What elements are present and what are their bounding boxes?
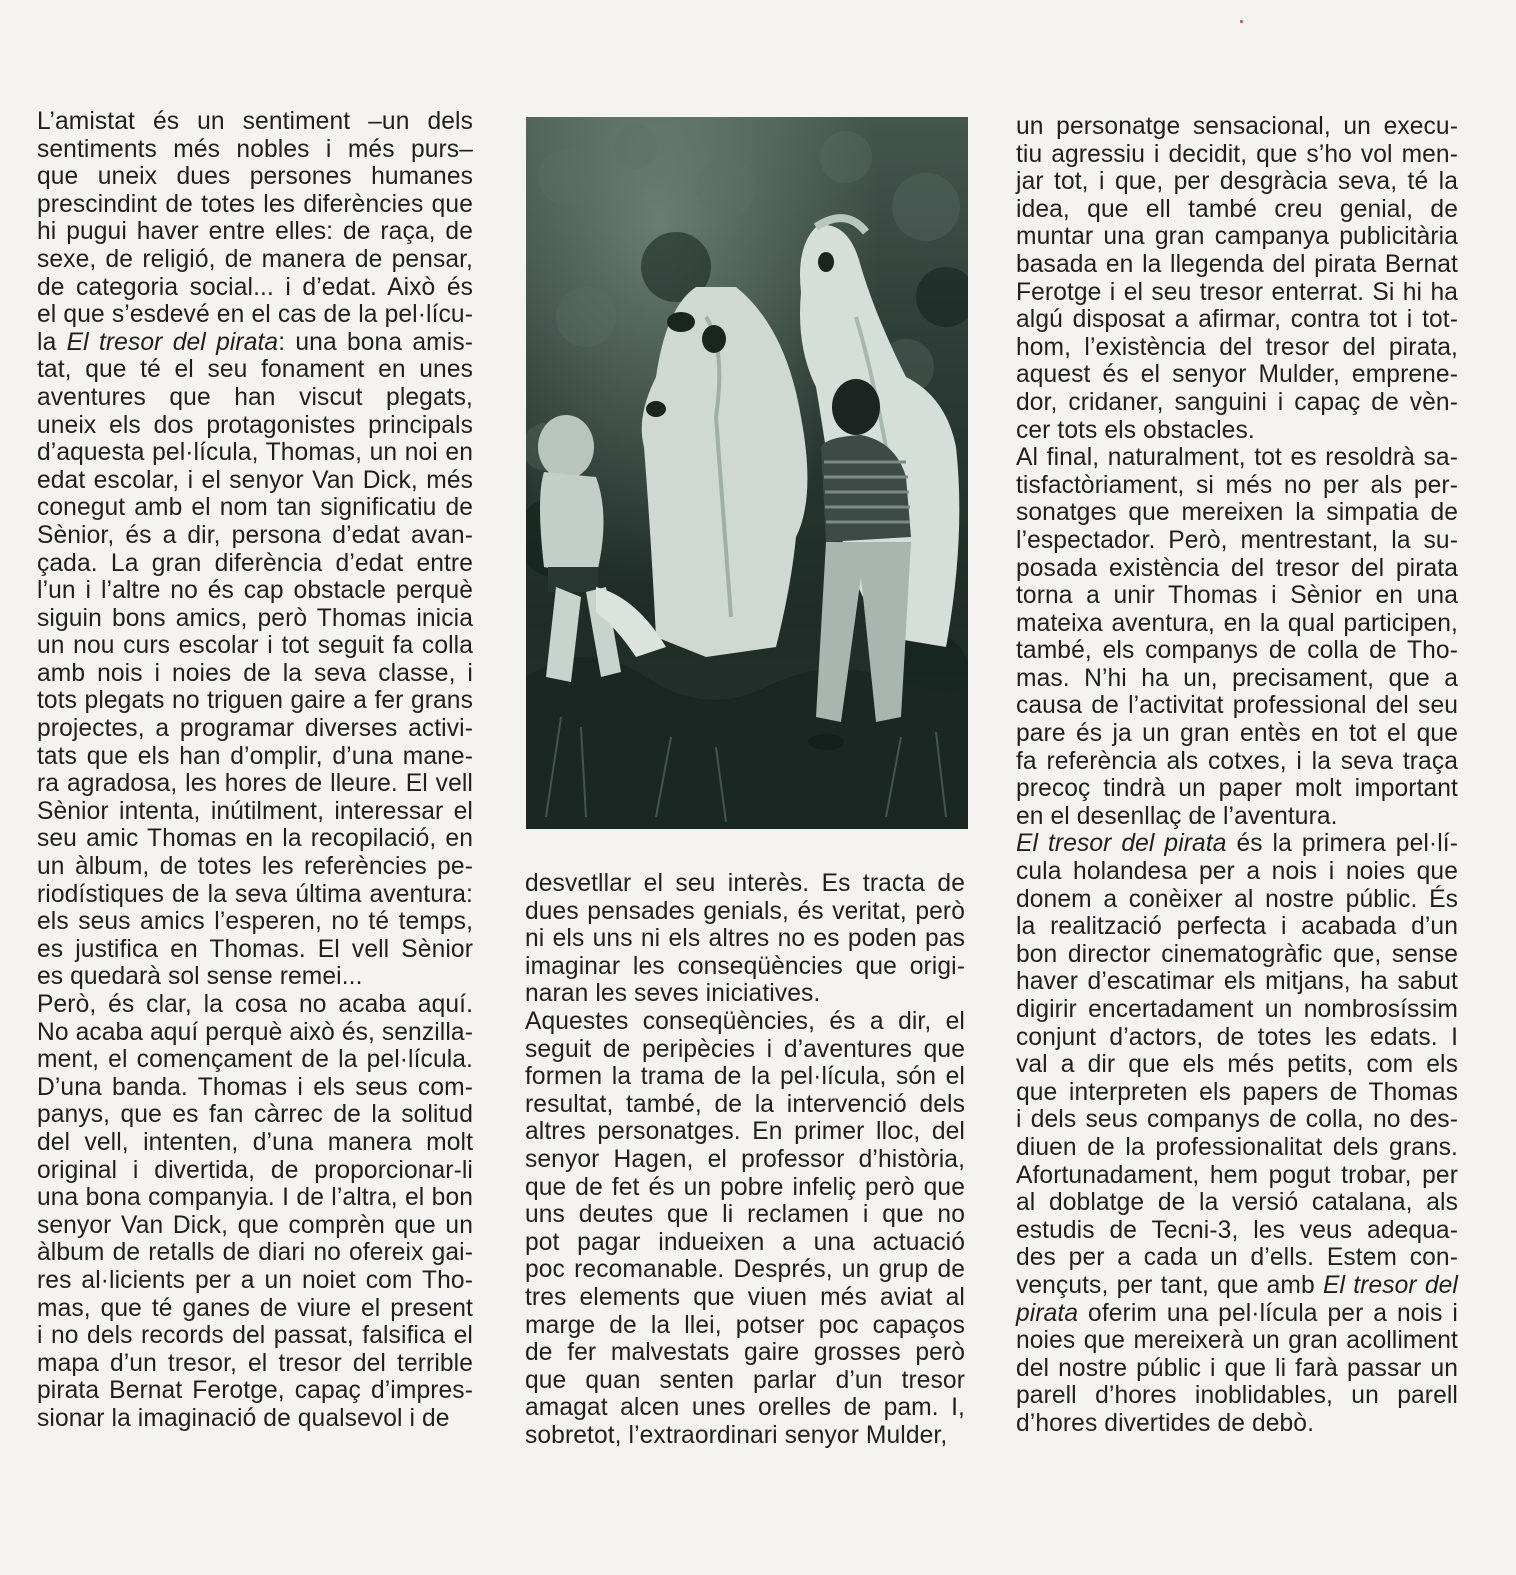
col1-line: tats que els han d’omplir, d’una mane- xyxy=(37,742,473,770)
col2-line: pot pagar indueixen a una actuació xyxy=(525,1228,965,1256)
col1-line: pirata Bernat Ferotge, capaç d’impres- xyxy=(37,1377,473,1405)
col1-line: No acaba aquí perquè això és, senzilla- xyxy=(37,1018,473,1046)
col1-line: tat, que té el seu fonament en unes xyxy=(37,356,473,384)
col3-line: muntar una gran campanya publicitària xyxy=(1016,223,1458,251)
col1-line: la El tresor del pirata: una bona amis- xyxy=(37,328,473,356)
col2-line: amagat alcen unes orelles de pam. I, xyxy=(525,1394,965,1422)
col3-line: Ferotge i el seu tresor enterrat. Si hi ha xyxy=(1016,278,1458,306)
col3-line: sonatges que mereixen la simpatia de xyxy=(1016,499,1458,527)
col1-line: mas, que té ganes de viure el present xyxy=(37,1294,473,1322)
col2-line: tres elements que viuen més aviat al xyxy=(525,1283,965,1311)
col1-line: un nou curs escolar i tot seguit fa colla xyxy=(37,632,473,660)
col1-line: ment, el començament de la pel·lícula. xyxy=(37,1046,473,1074)
col3-line: precoç tindrà un paper molt important xyxy=(1016,775,1458,803)
col1-line: els seus amics l’esperen, no té temps, xyxy=(37,908,473,936)
col3-line: Afortunadament, hem pogut trobar, per xyxy=(1016,1161,1458,1189)
col3-line: que interpreten els papers de Thomas xyxy=(1016,1078,1458,1106)
col1-line: L’amistat és un sentiment –un dels xyxy=(37,108,473,135)
col3-line: pare és ja un gran entès en tot el que xyxy=(1016,720,1458,748)
col3-line: idea, que ell també creu genial, de xyxy=(1016,195,1458,223)
col3-line: haver d’escatimar els mitjans, ha sabut xyxy=(1016,968,1458,996)
col3-line: val a dir que els més petits, com els xyxy=(1016,1051,1458,1079)
col3-line: dor, cridaner, sanguini i capaç de vèn- xyxy=(1016,388,1458,416)
col3-line: i dels seus companys de colla, no des- xyxy=(1016,1106,1458,1134)
col3-line: conjunt d’actors, de totes les edats. I xyxy=(1016,1023,1458,1051)
col3-line: en el desenllaç de l’aventura. xyxy=(1016,802,1338,830)
col2-line: desvetllar el seu interès. Es tracta de xyxy=(525,870,965,897)
col3-line: del nostre públic i que li farà passar un xyxy=(1016,1354,1458,1382)
col1-line: çada. La gran diferència d’edat entre xyxy=(37,549,473,577)
col3-line: diuen de la professionalitat dels grans. xyxy=(1016,1133,1458,1161)
col1-line: l’un i l’altre no és cap obstacle perquè xyxy=(37,577,473,605)
col2-line: ni els uns ni els altres no es poden pas xyxy=(525,925,965,953)
col3-line: torna a unir Thomas i Sènior en una xyxy=(1016,582,1458,610)
col2-line: que de fet és un pobre infeliç però que xyxy=(525,1173,965,1201)
col1-line: una bona companyia. I de l’altra, el bon xyxy=(37,1184,473,1212)
col1-line: d’aquesta pel·lícula, Thomas, un noi en xyxy=(37,439,473,467)
col3-line: algú disposat a afirmar, contra tot i tot- xyxy=(1016,306,1458,334)
col1-line: sentiments més nobles i més purs– xyxy=(37,135,473,163)
col1-line: es justifica en Thomas. El vell Sènior xyxy=(37,935,473,963)
col1-line: siguin bons amics, però Thomas inicia xyxy=(37,604,473,632)
col3-line: vençuts, per tant, que amb El tresor del xyxy=(1016,1271,1458,1299)
col3-line: Al final, naturalment, tot es resoldrà sa- xyxy=(1016,444,1458,472)
col3-line: noies que mereixerà un gran acolliment xyxy=(1016,1327,1458,1355)
col2-line: de fer malvestats gaire grosses però xyxy=(525,1339,965,1367)
col2-line: altres personatges. En primer lloc, del xyxy=(525,1118,965,1146)
col3-line: pirata oferim una pel·lícula per a nois i xyxy=(1016,1299,1458,1327)
col2-line: sobretot, l’extraordinari senyor Mulder, xyxy=(525,1421,948,1449)
col1-line: prescindint de totes les diferències que xyxy=(37,190,473,218)
col3-line: jar tot, i que, per desgràcia seva, té la xyxy=(1016,168,1458,196)
col2-line: imaginar les conseqüències que origi- xyxy=(525,952,965,980)
col3-line: mas. N’hi ha un, precisament, que a xyxy=(1016,664,1458,692)
col3-line: donem a conèixer al nostre públic. És xyxy=(1016,885,1458,913)
col1-line: àlbum de retalls de diari no ofereix gai- xyxy=(37,1239,473,1267)
col3-line: la realització perfecta i acabada d’un xyxy=(1016,913,1458,941)
col3-line: des per a cada un d’ells. Estem con- xyxy=(1016,1244,1458,1272)
col3-line: causa de l’activitat professional del seu xyxy=(1016,692,1458,720)
col3-line: tiu agressiu i decidit, que s’ho vol men- xyxy=(1016,140,1458,168)
col1-line: Però, és clar, la cosa no acaba aquí. xyxy=(37,991,473,1018)
col3-line: bon director cinematogràfic que, sense xyxy=(1016,940,1458,968)
col1-line: riodístiques de la seva última aventura: xyxy=(37,880,473,908)
col1-line: hi pugui haver entre elles: de raça, de xyxy=(37,218,473,246)
text-column-3 xyxy=(1016,113,1458,1438)
col1-line: original i divertida, de proporcionar-li xyxy=(37,1156,473,1184)
col1-line: sionar la imaginació de qualsevol i de xyxy=(37,1404,450,1432)
col2-line: naran les seves iniciatives. xyxy=(525,980,821,1008)
col1-line: projectes, a programar diverses activi- xyxy=(37,715,473,743)
col1-line: edat escolar, i el senyor Van Dick, més xyxy=(37,466,473,494)
col1-line: i no dels records del passat, falsifica el xyxy=(37,1322,473,1350)
col3-line: cula holandesa per a nois i noies que xyxy=(1016,858,1458,886)
col1-line: ra agradosa, les hores de lleure. El vell xyxy=(37,770,473,798)
col1-line: de categoria social... i d’edat. Això és xyxy=(37,273,473,301)
text-column-1 xyxy=(37,108,473,1433)
col3-line: estudis de Tecni-3, les veus adequa- xyxy=(1016,1216,1458,1244)
col1-line: un àlbum, de totes les referències pe- xyxy=(37,853,473,881)
col3-line: parell d’hores inoblidables, un parell xyxy=(1016,1382,1458,1410)
col1-line: es quedarà sol sense remei... xyxy=(37,963,363,991)
col1-line: senyor Van Dick, que comprèn que un xyxy=(37,1211,473,1239)
col3-line: cer tots els obstacles. xyxy=(1016,416,1255,444)
col2-line: uns deutes que li reclamen i que no xyxy=(525,1201,965,1229)
col3-line: d’hores divertides de debò. xyxy=(1016,1409,1315,1437)
col2-line: resultat, també, de la intervenció dels xyxy=(525,1090,965,1118)
col3-line: hom, l’existència del tresor del pirata, xyxy=(1016,333,1458,361)
col1-line: res al·licients per a un noiet com Tho- xyxy=(37,1266,473,1294)
col3-line: l’espectador. Però, mentrestant, la su- xyxy=(1016,526,1458,554)
col3-line: un personatge sensacional, un execu- xyxy=(1016,113,1458,140)
text-column-2 xyxy=(525,870,965,1449)
col3-line: posada existència del tresor del pirata xyxy=(1016,554,1458,582)
col2-line: senyor Hagen, el professor d’història, xyxy=(525,1145,965,1173)
col1-line: aventures que han viscut plegats, xyxy=(37,383,473,411)
col3-line: digirir encertadament un nombrosíssim xyxy=(1016,996,1458,1023)
col3-line: aquest és el senyor Mulder, emprene- xyxy=(1016,361,1458,389)
col1-line: Sènior intenta, inútilment, interessar el xyxy=(37,797,473,825)
film-still-photo xyxy=(526,117,968,829)
col1-line: Sènior, és a dir, persona d’edat avan- xyxy=(37,521,473,549)
col1-line: el que s’esdevé en el cas de la pel·lícu- xyxy=(37,301,473,329)
col1-line: que uneix dues persones humanes xyxy=(37,163,473,191)
col1-line: sexe, de religió, de manera de pensar, xyxy=(37,245,473,273)
col1-line: uneix els dos protagonistes principals xyxy=(37,411,473,439)
print-speck xyxy=(1240,20,1243,23)
col3-line: també, els companys de colla de Tho- xyxy=(1016,637,1458,665)
col1-line: del vell, intenten, d’una manera molt xyxy=(37,1128,473,1156)
col3-line: al doblatge de la versió catalana, als xyxy=(1016,1189,1458,1217)
col3-line: El tresor del pirata és la primera pel·lí- xyxy=(1016,830,1459,858)
col2-line: dues pensades genials, és veritat, però xyxy=(525,897,965,925)
col2-line: seguit de peripècies i d’aventures que xyxy=(525,1035,965,1063)
col2-line: poc recomanable. Després, un grup de xyxy=(525,1256,965,1284)
col1-line: D’una banda. Thomas i els seus com- xyxy=(37,1073,473,1101)
col2-line: que quan senten parlar d’un tresor xyxy=(525,1366,965,1394)
col3-line: basada en la llegenda del pirata Bernat xyxy=(1016,250,1458,278)
col1-line: conegut amb el nom tan significatiu de xyxy=(37,494,473,522)
col3-line: fa referència als cotxes, i la seva traça xyxy=(1016,747,1458,775)
col3-line: mateixa aventura, en la qual participen, xyxy=(1016,609,1458,637)
col1-line: tots plegats no triguen gaire a fer grans xyxy=(37,687,473,715)
col1-line: panys, que es fan càrrec de la solitud xyxy=(37,1101,473,1129)
col1-line: mapa d’un tresor, el tresor del terrible xyxy=(37,1349,473,1377)
col2-line: marge de la llei, potser poc capaços xyxy=(525,1311,965,1339)
col2-line: formen la trama de la pel·lícula, són el xyxy=(525,1063,965,1091)
col1-line: amb nois i noies de la seva classe, i xyxy=(37,659,473,687)
col1-line: seu amic Thomas en la recopilació, en xyxy=(37,825,473,853)
col3-line: tisfactòriament, si més no per als per- xyxy=(1016,471,1458,499)
col2-line: Aquestes conseqüències, és a dir, el xyxy=(525,1007,965,1035)
